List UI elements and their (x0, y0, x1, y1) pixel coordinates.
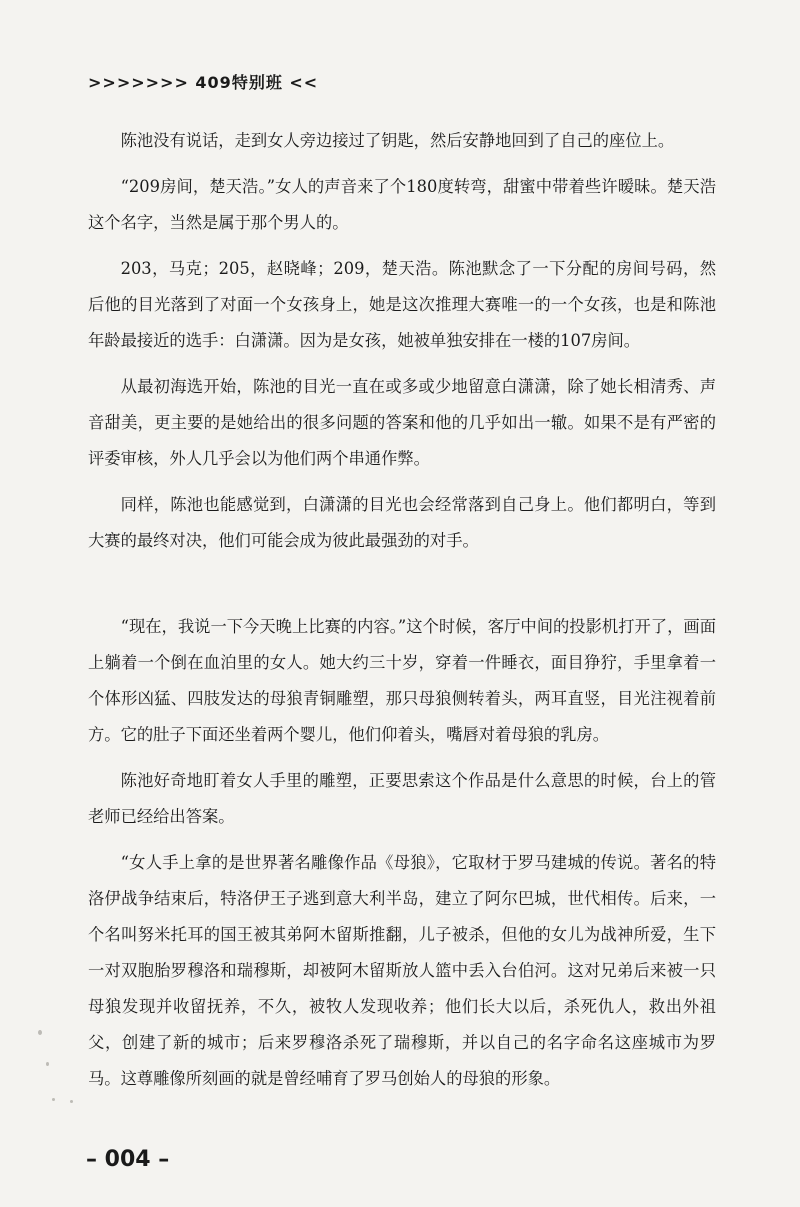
scan-speck (70, 1100, 73, 1103)
paragraph: 陈池好奇地盯着女人手里的雕塑，正要思索这个作品是什么意思的时候，台上的管老师已经给出答案。 (88, 771, 716, 826)
running-header: >>>>>>> 409特别班 << (88, 73, 319, 92)
page-number: – 004 – (86, 1147, 170, 1172)
paragraph: 同样，陈池也能感觉到，白潇潇的目光也会经常落到自己身上。他们都明白，等到大赛的最终对决，他们可能会成为彼此最强劲的对手。 (88, 495, 716, 550)
scan-speck (38, 1030, 42, 1035)
scan-speck (52, 1098, 55, 1101)
scan-speck (46, 1062, 49, 1066)
page-body (88, 123, 716, 1107)
paragraph: 203，马克；205，赵晓峰；209，楚天浩。陈池默念了一下分配的房间号码，然后他的目光落到了对面一个女孩身上，她是这次推理大赛唯一的一个女孩，也是和陈池年龄最接近的选手：白潇潇。因为是女孩，她被单独安排在一楼的107房间。 (88, 259, 716, 350)
paragraph: 从最初海选开始，陈池的目光一直在或多或少地留意白潇潇，除了她长相清秀、声音甜美，更主要的是她给出的很多问题的答案和他的几乎如出一辙。如果不是有严密的评委审核，外人几乎会以为他们两个串通作弊。 (88, 377, 716, 468)
paragraph: “209房间，楚天浩。”女人的声音来了个180度转弯，甜蜜中带着些许暧昧。楚天浩这个名字，当然是属于那个男人的。 (88, 177, 716, 232)
paragraph: “现在，我说一下今天晚上比赛的内容。”这个时候，客厅中间的投影机打开了，画面上躺着一个倒在血泊里的女人。她大约三十岁，穿着一件睡衣，面目狰狞，手里拿着一个体形凶猛、四肢发达的母狼青铜雕塑，那只母狼侧转着头，两耳直竖，目光注视着前方。它的肚子下面还坐着两个婴儿，他们仰着头，嘴唇对着母狼的乳房。 (88, 617, 716, 744)
paragraph: “女人手上拿的是世界著名雕像作品《母狼》，它取材于罗马建城的传说。著名的特洛伊战争结束后，特洛伊王子逃到意大利半岛，建立了阿尔巴城，世代相传。后来，一个名叫努米托耳的国王被其弟阿木留斯推翻，儿子被杀，但他的女儿为战神所爱，生下一对双胞胎罗穆洛和瑞穆斯，却被阿木留斯放人篮中丢入台伯河。这对兄弟后来被一只母狼发现并收留抚养，不久，被牧人发现收养；他们长大以后，杀死仇人，救出外祖父，创建了新的城市；后来罗穆洛杀死了瑞穆斯，并以自己的名字命名这座城市为罗马。这尊雕像所刻画的就是曾经哺育了罗马创始人的母狼的形象。 (88, 853, 716, 1088)
paragraph: 陈池没有说话，走到女人旁边接过了钥匙，然后安静地回到了自己的座位上。 (120, 131, 675, 150)
